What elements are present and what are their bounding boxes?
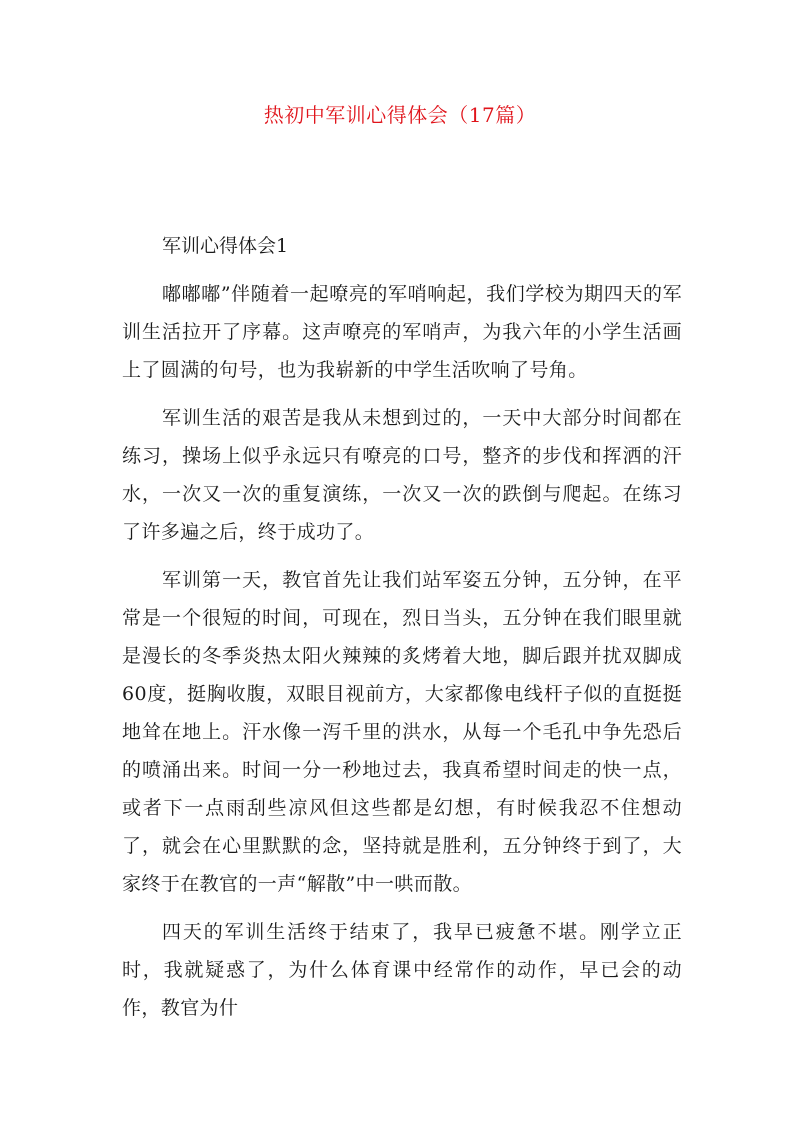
paragraph-3: 军训第一天，教官首先让我们站军姿五分钟，五分钟，在平常是一个很短的时间，可现在，烈日当头，五分钟在我们眼里就是漫长的冬季炎热太阳火辣辣的炙烤着大地，脚后跟并扰双脚成60度，挺胸收腹，双眼目视前方，大家都像电线杆子似的直挺挺地耸在地上。汗水像一泻千里的洪水，从每一个毛孔中争先恐后的喷涌出来。时间一分一秒地过去，我真希望时间走的快一点，或者下一点雨刮些凉风但这些都是幻想，有时候我忍不住想动了，就会在心里默默的念，坚持就是胜利，五分钟终于到了，大家终于在教官的一声“解散”中一哄而散。 (122, 569, 682, 895)
document-title: 热初中军训心得体会（17篇） (263, 103, 537, 127)
section-heading: 军训心得体会1 (162, 235, 289, 257)
paragraph-1: 嘟嘟嘟”伴随着一起嘹亮的军哨响起，我们学校为期四天的军训生活拉开了序幕。这声嘹亮的军哨声，为我六年的小学生活画上了圆满的句号，也为我崭新的中学生活吹响了号角。 (122, 283, 682, 381)
document-body (122, 227, 682, 1027)
paragraph-2: 军训生活的艰苦是我从未想到过的，一天中大部分时间都在练习，操场上似乎永远只有嘹亮的口号，整齐的步伐和挥洒的汗水，一次又一次的重复演练，一次又一次的跌倒与爬起。在练习了许多遍之后，终于成功了。 (122, 407, 682, 543)
paragraph-4: 四天的军训生活终于结束了，我早已疲惫不堪。刚学立正时，我就疑惑了，为什么体育课中经常作的动作，早已会的动作，教官为什 (122, 921, 682, 1019)
